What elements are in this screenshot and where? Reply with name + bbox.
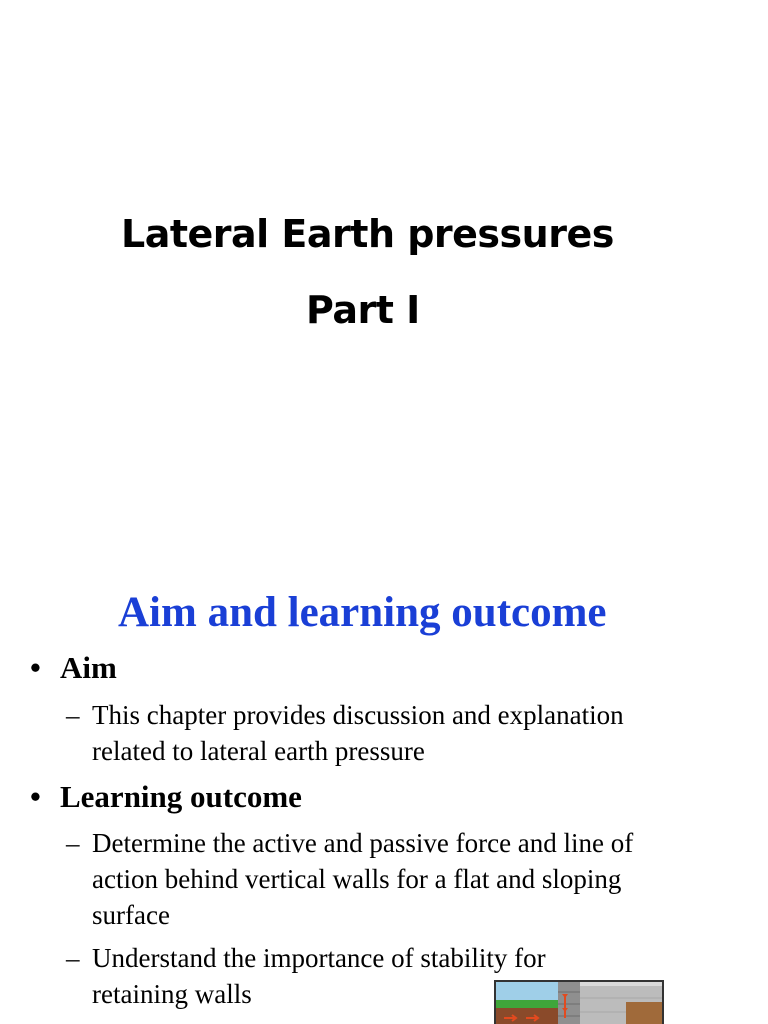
dash-icon: –: [66, 828, 80, 858]
bullet-label: Aim: [60, 650, 117, 685]
bullet-learning-outcome: [30, 779, 302, 815]
subitem-line: This chapter provides discussion and explanation: [92, 700, 624, 730]
dash-icon: –: [66, 700, 80, 730]
subitem-line: surface: [92, 900, 170, 930]
slide-subtitle: Part I: [306, 288, 420, 332]
subitem-line: action behind vertical walls for a flat and sloping: [92, 864, 622, 894]
bullet-dot-icon: •: [30, 779, 41, 814]
bullet-label: Learning outcome: [60, 779, 302, 814]
subitem-aim-description: [66, 697, 624, 769]
subitem-line: retaining walls: [92, 979, 252, 1009]
slide-heading: Aim and learning outcome: [118, 589, 607, 636]
bullet-dot-icon: •: [30, 650, 41, 685]
subitem-line: Understand the importance of stability for: [92, 943, 546, 973]
dash-icon: –: [66, 943, 80, 973]
bullet-aim: [30, 650, 117, 686]
subitem-line: Determine the active and passive force and line of: [92, 828, 634, 858]
subitem-line: related to lateral earth pressure: [92, 736, 425, 766]
subitem-outcome-stability: [66, 940, 546, 1012]
slide-title: Lateral Earth pressures: [121, 212, 614, 256]
subitem-outcome-forces: [66, 825, 633, 933]
retaining-wall-illustration: [494, 980, 664, 1024]
